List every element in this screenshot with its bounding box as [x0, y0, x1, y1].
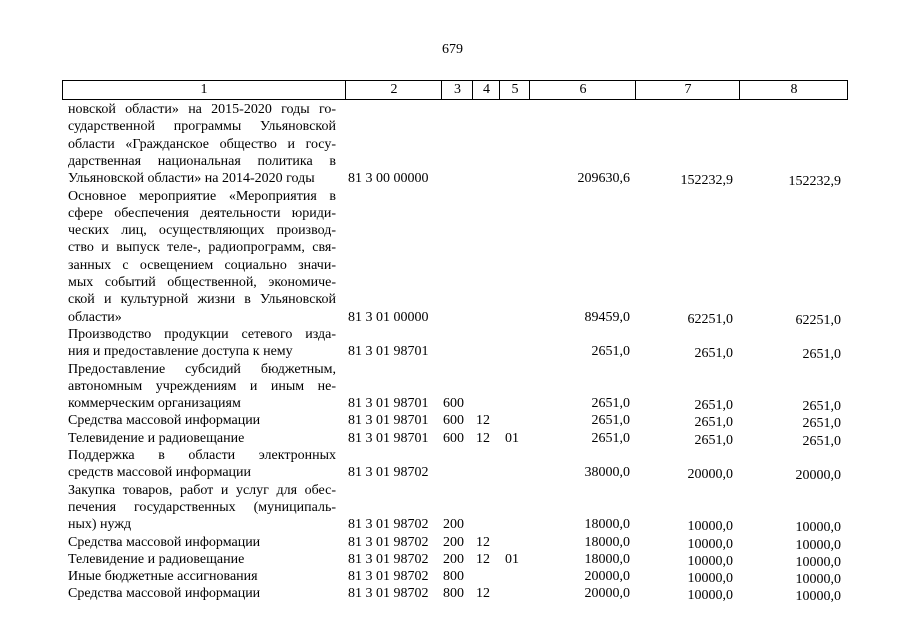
- row-code: 81 3 01 98701: [348, 413, 429, 429]
- row-description-line: Основное мероприятие «Мероприятия в: [68, 188, 336, 204]
- row-description-line: Предоставление субсидий бюджетным,: [68, 361, 336, 377]
- row-description-line: Средства массовой информации: [68, 413, 261, 429]
- row-description-line: области»: [68, 309, 122, 325]
- row-section: 12: [476, 430, 490, 446]
- header-col-6: 6: [529, 81, 636, 99]
- row-value-col7: 2651,0: [694, 415, 733, 431]
- row-value-col7: 10000,0: [687, 536, 733, 552]
- row-expense-type: 200: [443, 551, 464, 567]
- row-value-col8: 2651,0: [802, 433, 841, 449]
- row-subsection: 01: [505, 551, 519, 567]
- row-value-col7: 2651,0: [694, 346, 733, 362]
- row-description-line: Закупка товаров, работ и услуг для обес-: [68, 482, 336, 498]
- row-description-line: средств массовой информации: [68, 465, 252, 481]
- row-code: 81 3 01 98701: [348, 430, 429, 446]
- header-col-3: 3: [441, 81, 473, 99]
- row-code: 81 3 01 98702: [348, 569, 429, 585]
- row-expense-type: 200: [443, 517, 464, 533]
- row-value-col7: 62251,0: [687, 311, 733, 327]
- row-description-line: Средства массовой информации: [68, 586, 261, 602]
- row-code: 81 3 01 98702: [348, 586, 429, 602]
- row-value-col8: 10000,0: [795, 537, 841, 553]
- header-col-8: 8: [739, 81, 848, 99]
- row-value-col7: 2651,0: [694, 432, 733, 448]
- page-number: 679: [442, 42, 463, 57]
- row-code: 81 3 01 00000: [348, 309, 429, 325]
- row-value-col8: 2651,0: [802, 416, 841, 432]
- row-section: 12: [476, 413, 490, 429]
- row-description-line: новской области» на 2015-2020 годы го-: [68, 102, 336, 117]
- row-expense-type: 200: [443, 534, 464, 550]
- row-code: 81 3 01 98701: [348, 396, 429, 412]
- header-col-5: 5: [499, 81, 530, 99]
- row-code: 81 3 01 98702: [348, 517, 429, 533]
- row-expense-type: 600: [443, 413, 464, 429]
- row-value-col7: 10000,0: [687, 553, 733, 569]
- row-code: 81 3 00 00000: [348, 171, 429, 187]
- row-description-line: автономным учреждениям и иным не-: [68, 378, 336, 394]
- row-description-line: Производство продукции сетевого изда-: [68, 326, 336, 342]
- row-description-line: печения государственных (муниципаль-: [68, 499, 336, 515]
- row-description-line: ных) нужд: [68, 517, 132, 533]
- row-value-col8: 10000,0: [795, 520, 841, 536]
- row-description-line: ской и культурной жизни в Ульяновской: [68, 292, 336, 308]
- row-value-col6: 2651,0: [591, 430, 630, 446]
- row-expense-type: 600: [443, 396, 464, 412]
- row-description-line: Телевидение и радиовещание: [68, 430, 245, 446]
- row-description-line: дарственная национальная политика в: [68, 153, 336, 169]
- row-description-line: Иные бюджетные ассигнования: [68, 569, 258, 585]
- header-col-7: 7: [635, 81, 740, 99]
- row-value-col8: 62251,0: [795, 312, 841, 328]
- row-value-col6: 18000,0: [584, 551, 630, 567]
- row-description-line: сфере обеспечения деятельности юриди-: [68, 205, 336, 221]
- row-value-col6: 18000,0: [584, 517, 630, 533]
- row-value-col7: 152232,9: [680, 173, 733, 189]
- row-value-col7: 10000,0: [687, 588, 733, 604]
- header-col-1: 1: [200, 82, 208, 97]
- row-description-line: коммерческим организациям: [68, 396, 241, 412]
- row-value-col8: 10000,0: [795, 554, 841, 570]
- row-value-col7: 10000,0: [687, 519, 733, 535]
- row-value-col7: 20000,0: [687, 467, 733, 483]
- row-value-col6: 20000,0: [584, 586, 630, 602]
- row-section: 12: [476, 534, 490, 550]
- row-expense-type: 800: [443, 569, 464, 585]
- row-value-col6: 2651,0: [591, 344, 630, 360]
- row-description-line: мых событий общественной, экономиче-: [68, 275, 336, 290]
- row-description-line: области «Гражданское общество и госу-: [68, 136, 336, 152]
- row-section: 12: [476, 586, 490, 602]
- row-value-col6: 20000,0: [584, 569, 630, 585]
- row-expense-type: 800: [443, 586, 464, 602]
- row-value-col8: 2651,0: [802, 399, 841, 415]
- row-value-col7: 10000,0: [687, 571, 733, 587]
- row-description-line: ния и предоставление доступа к нему: [68, 344, 293, 360]
- row-value-col8: 152232,9: [788, 174, 841, 190]
- row-code: 81 3 01 98702: [348, 465, 429, 481]
- row-expense-type: 600: [443, 430, 464, 446]
- row-description-line: Средства массовой информации: [68, 534, 261, 550]
- row-value-col6: 89459,0: [584, 309, 630, 325]
- table-header: [62, 80, 848, 100]
- row-code: 81 3 01 98702: [348, 534, 429, 550]
- row-description-line: Поддержка в области электронных: [68, 448, 336, 463]
- header-col-2: 2: [345, 81, 442, 99]
- row-subsection: 01: [505, 430, 519, 446]
- row-value-col6: 209630,6: [577, 171, 630, 187]
- row-code: 81 3 01 98702: [348, 551, 429, 567]
- row-description-line: ческих лиц, осуществляющих производ-: [68, 223, 336, 239]
- row-value-col6: 2651,0: [591, 396, 630, 412]
- row-description-line: Телевидение и радиовещание: [68, 551, 245, 567]
- row-value-col8: 10000,0: [795, 572, 841, 588]
- row-section: 12: [476, 551, 490, 567]
- header-col-4: 4: [472, 81, 500, 99]
- row-description-line: занных с освещением социально значи-: [68, 257, 336, 273]
- row-value-col8: 20000,0: [795, 468, 841, 484]
- row-value-col8: 2651,0: [802, 347, 841, 363]
- row-description-line: ство и выпуск теле-, радиопрограмм, свя-: [68, 240, 336, 256]
- row-value-col6: 38000,0: [584, 465, 630, 481]
- row-value-col6: 2651,0: [591, 413, 630, 429]
- row-description-line: Ульяновской области» на 2014-2020 годы: [68, 171, 315, 187]
- row-description-line: сударственной программы Ульяновской: [68, 119, 336, 135]
- row-code: 81 3 01 98701: [348, 344, 429, 360]
- row-value-col7: 2651,0: [694, 398, 733, 414]
- row-value-col8: 10000,0: [795, 589, 841, 605]
- row-value-col6: 18000,0: [584, 534, 630, 550]
